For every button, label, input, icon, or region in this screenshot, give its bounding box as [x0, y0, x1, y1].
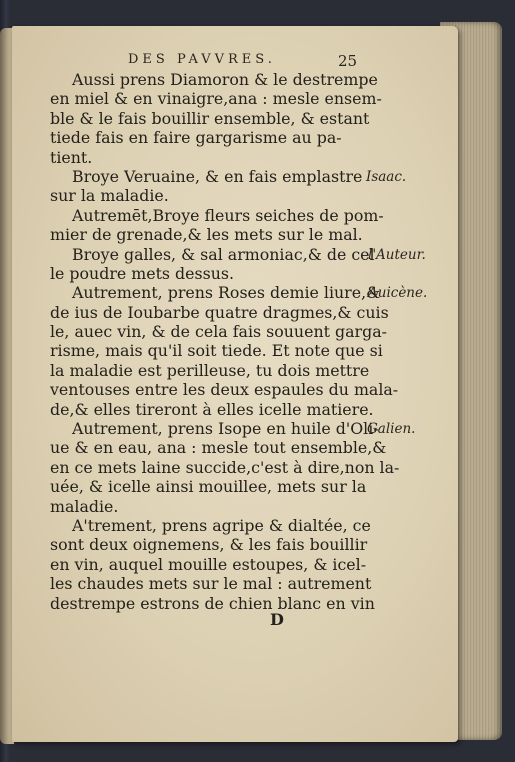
text-line: la maladie est perilleuse, tu dois mettre: [50, 360, 370, 380]
text-line: ue & en eau, ana : mesle tout ensemble,&: [50, 438, 387, 458]
page-header: [0, 52, 515, 72]
text-line: Autremēt,Broye fleurs seiches de pom-: [72, 205, 384, 225]
running-head: DES PAVVRES.: [128, 52, 276, 67]
text-line: uée, & icelle ainsi mouillee, mets sur la: [50, 477, 367, 497]
text-line: sur la maladie.: [50, 186, 169, 206]
text-line: en miel & en vinaigre,ana : mesle ensem-: [50, 89, 382, 109]
text-line: Broye galles, & sal armoniac,& de cel: [72, 244, 375, 264]
text-line: en ce mets laine succide,c'est à dire,non la-: [50, 457, 400, 477]
text-line: les chaudes mets sur le mal : autrement: [50, 574, 372, 594]
page-number: 25: [338, 52, 358, 70]
text-line: Broye Veruaine, & en fais emplastre: [72, 166, 363, 186]
text-line: ble & le fais bouillir ensemble, & estant: [50, 108, 370, 128]
text-line: le, auec vin, & de cela fais souuent garga-: [50, 322, 387, 342]
signature-mark: D: [270, 610, 284, 629]
text-line: tient.: [50, 147, 93, 167]
text-line: A'trement, prens agripe & dialtée, ce: [72, 515, 371, 535]
margin-note: Auicène.: [368, 285, 428, 302]
text-line: mier de grenade,& les mets sur le mal.: [50, 225, 363, 245]
text-line: Autrement, prens Isope en huile d'Oli-: [72, 419, 379, 439]
text-line: de ius de Ioubarbe quatre dragmes,& cuis: [50, 302, 389, 322]
text-line: tiede fais en faire gargarisme au pa-: [50, 128, 342, 148]
margin-note: Isaac.: [366, 169, 407, 185]
text-line: Aussi prens Diamoron & le destrempe: [72, 70, 378, 89]
text-line: en vin, auquel mouille estoupes, & icel-: [50, 554, 367, 574]
margin-note: Galien.: [367, 421, 416, 438]
text-line: risme, mais qu'il soit tiede. Et note que si: [50, 341, 383, 361]
text-line: maladie.: [50, 496, 119, 516]
text-line: ventouses entre les deux espaules du mala-: [50, 380, 399, 400]
text-line: le poudre mets dessus.: [50, 263, 235, 283]
text-line: Autrement, prens Roses demie liure,&: [72, 283, 381, 303]
text-line: de,& elles tireront à elles icelle matiere.: [50, 399, 374, 419]
margin-note: l'Auteur.: [368, 246, 426, 263]
text-line: destrempe estrons de chien blanc en vin: [50, 593, 375, 613]
text-line: sont deux oignemens, & les fais bouillir: [50, 535, 368, 555]
